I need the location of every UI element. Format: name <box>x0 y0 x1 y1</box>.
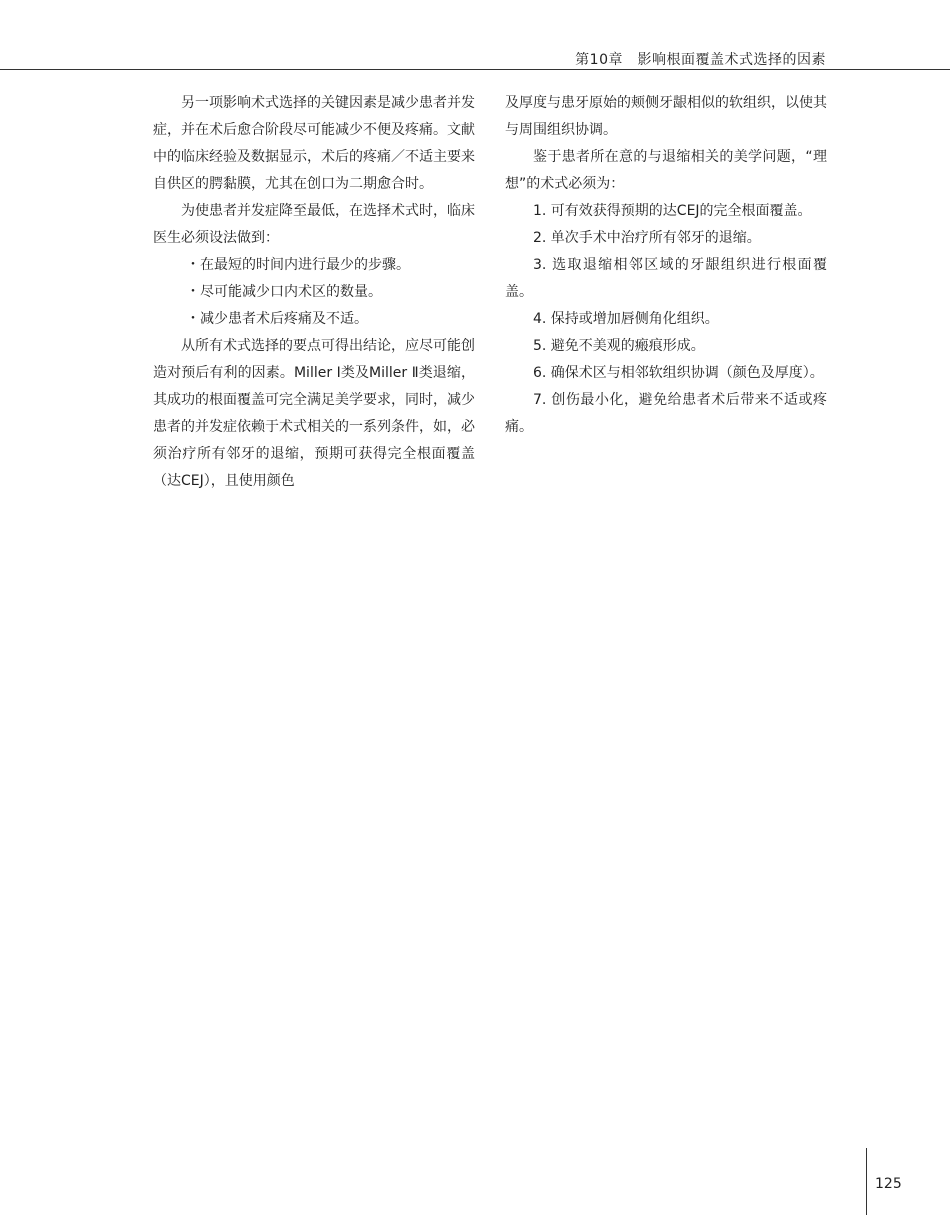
page-number-divider <box>866 1148 867 1215</box>
page-number: 125 <box>875 1176 902 1192</box>
body-paragraph: 另一项影响术式选择的关键因素是减少患者并发症，并在术后愈合阶段尽可能减少不便及疼痛。文献中的临床经验及数据显示，术后的疼痛／不适主要来自供区的腭黏膜，尤其在创口为二期愈合时。 <box>153 95 475 192</box>
numbered-item: 1. 可有效获得预期的达CEJ的完全根面覆盖。 <box>533 203 812 219</box>
numbered-item: 7. 创伤最小化，避免给患者术后带来不适或疼痛。 <box>505 392 827 435</box>
bullet-item: ・在最短的时间内进行最少的步骤。 <box>186 257 410 273</box>
numbered-item: 3. 选取退缩相邻区域的牙龈组织进行根面覆盖。 <box>505 257 827 300</box>
header-divider <box>0 69 950 70</box>
body-paragraph: 为使患者并发症降至最低，在选择术式时，临床医生必须设法做到： <box>153 203 475 246</box>
chapter-header-title: 第10章 影响根面覆盖术式选择的因素 <box>575 52 826 68</box>
body-paragraph: 从所有术式选择的要点可得出结论，应尽可能创造对预后有利的因素。Miller Ⅰ类及Miller Ⅱ类退缩，其成功的根面覆盖可完全满足美学要求，同时，减少患者的并发症依赖于术式相关的一系列条件，如，必须治疗所有邻牙的退缩，预期可获得完全根面覆盖（达CEJ），且使用颜色 <box>153 338 475 489</box>
numbered-item: 2. 单次手术中治疗所有邻牙的退缩。 <box>533 230 761 246</box>
numbered-item: 5. 避免不美观的瘢痕形成。 <box>533 338 705 354</box>
bullet-item: ・减少患者术后疼痛及不适。 <box>186 311 368 327</box>
numbered-item: 6. 确保术区与相邻软组织协调（颜色及厚度）。 <box>533 365 824 381</box>
right-text-column <box>505 90 827 441</box>
body-paragraph: 鉴于患者所在意的与退缩相关的美学问题，“理想”的术式必须为： <box>505 149 827 192</box>
numbered-item: 4. 保持或增加唇侧角化组织。 <box>533 311 719 327</box>
left-text-column <box>153 90 475 495</box>
bullet-item: ・尽可能减少口内术区的数量。 <box>186 284 382 300</box>
body-paragraph-continued: 及厚度与患牙原始的颊侧牙龈相似的软组织，以使其与周围组织协调。 <box>505 95 827 138</box>
